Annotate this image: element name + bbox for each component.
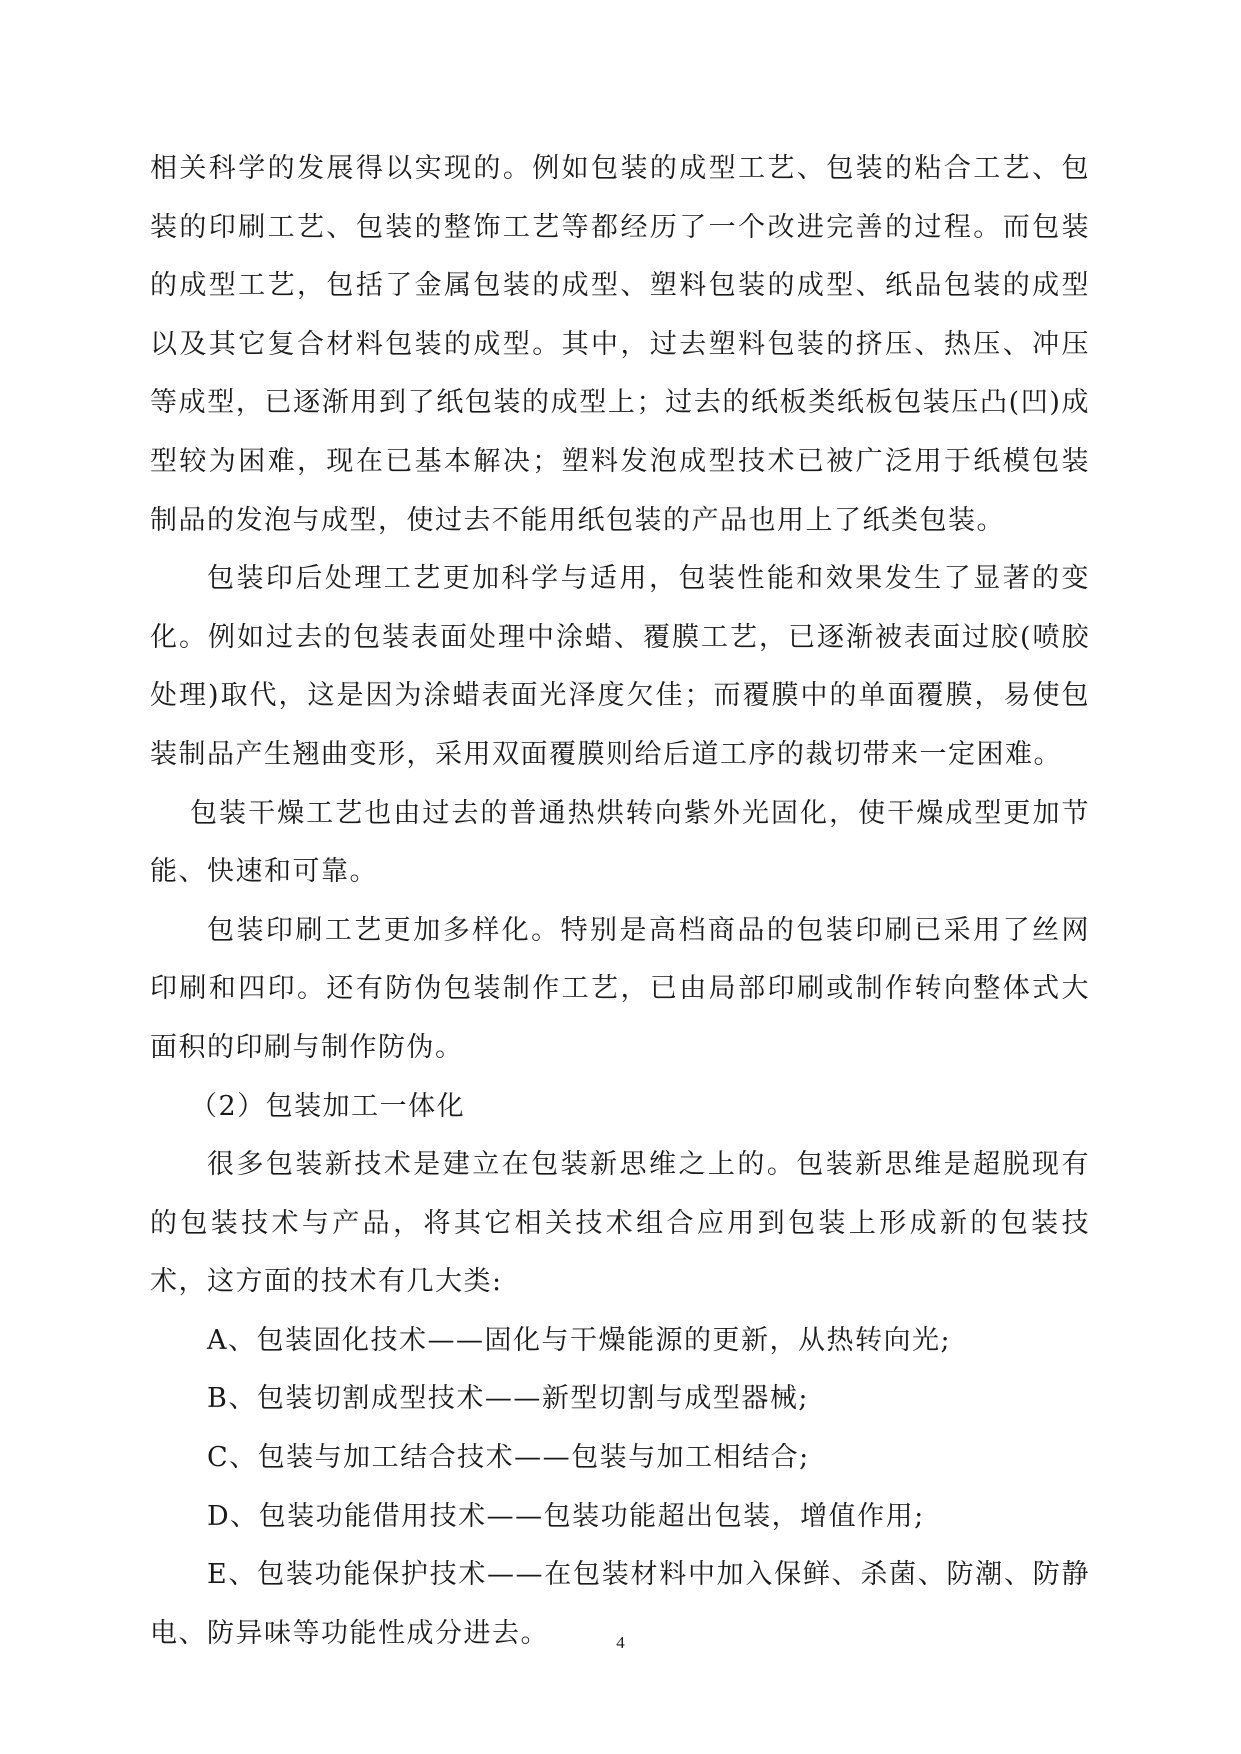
page-number: 4 [616, 1633, 625, 1652]
section-heading-integration: （2）包装加工一体化 [190, 1090, 466, 1122]
list-item-e: E、包装功能保护技术——在包装材料中加入保鲜、杀菌、防潮、防静电、防异味等功能性成分进去。 [150, 1559, 1090, 1649]
document-body [150, 140, 1090, 1663]
paragraph-forming-process: 相关科学的发展得以实现的。例如包装的成型工艺、包装的粘合工艺、包装的印刷工艺、包装的整饰工艺等都经历了一个改进完善的过程。而包装的成型工艺，包括了金属包装的成型、塑料包装的成型、纸品包装的成型以及其它复合材料包装的成型。其中，过去塑料包装的挤压、热压、冲压等成型，已逐渐用到了纸包装的成型上；过去的纸板类纸板包装压凸(凹)成型较为困难，现在已基本解决；塑料发泡成型技术已被广泛用于纸模包装制品的发泡与成型，使过去不能用纸包装的产品也用上了纸类包装。 [150, 153, 1090, 536]
paragraph-drying: 包装干燥工艺也由过去的普通热烘转向紫外光固化，使干燥成型更加节能、快速和可靠。 [150, 797, 1090, 888]
paragraph-post-press: 包装印后处理工艺更加科学与适用，包装性能和效果发生了显著的变化。例如过去的包装表面处理中涂蜡、覆膜工艺，已逐渐被表面过胶(喷胶处理)取代，这是因为涂蜡表面光泽度欠佳；而覆膜中的单面覆膜，易使包装制品产生翘曲变形，采用双面覆膜则给后道工序的裁切带来一定困难。 [150, 563, 1090, 770]
list-item-c: C、包装与加工结合技术——包装与加工相结合; [207, 1442, 810, 1474]
list-item-b: B、包装切割成型技术——新型切割与成型器械; [207, 1383, 809, 1415]
paragraph-printing: 包装印刷工艺更加多样化。特别是高档商品的包装印刷已采用了丝网印刷和四印。还有防伪包装制作工艺，已由局部印刷或制作转向整体式大面积的印刷与制作防伪。 [150, 914, 1090, 1063]
list-item-a: A、包装固化技术——固化与干燥能源的更新，从热转向光; [207, 1324, 952, 1356]
paragraph-new-thinking: 很多包装新技术是建立在包装新思维之上的。包装新思维是超脱现有的包装技术与产品，将其它相关技术组合应用到包装上形成新的包装技术，这方面的技术有几大类: [150, 1149, 1090, 1298]
list-item-d: D、包装功能借用技术——包装功能超出包装，增值作用; [207, 1500, 925, 1532]
